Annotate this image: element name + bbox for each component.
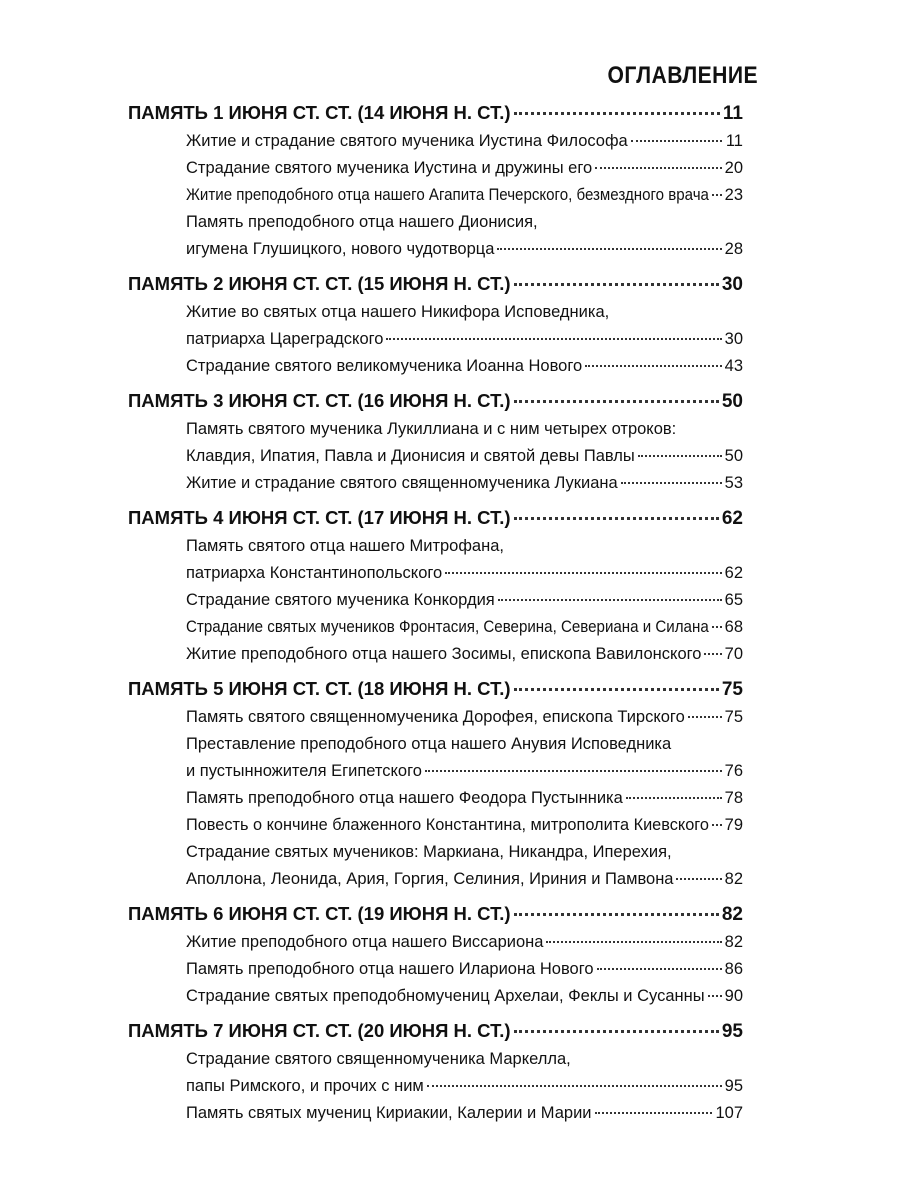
dot-leader	[498, 599, 722, 601]
toc-section	[128, 668, 743, 893]
entry-text: Память преподобного отца нашего Феодора Пустынника	[186, 789, 623, 807]
section-heading	[128, 497, 743, 533]
section-page-number: 62	[721, 508, 743, 529]
entry-text: Память святого мученика Лукиллиана и с ним четырех отроков:	[186, 420, 677, 438]
dot-leader	[595, 1112, 713, 1114]
dot-leader	[712, 824, 722, 826]
entry-line	[186, 182, 743, 209]
entry-text: Память святого священномученика Дорофея, епископа Тирского	[186, 708, 685, 726]
section-title: ПАМЯТЬ 7 ИЮНЯ СТ. СТ. (20 ИЮНЯ Н. СТ.)	[128, 1020, 511, 1041]
entry-page-number: 20	[724, 159, 743, 177]
entry-line	[186, 956, 743, 983]
toc-entry	[128, 533, 743, 587]
entry-page-number: 23	[724, 186, 743, 204]
entry-text: патриарха Цареградского	[186, 330, 384, 348]
dot-leader	[514, 1030, 719, 1033]
entry-line	[186, 812, 743, 839]
entry-text: Страдание святого священномученика Маркелла,	[186, 1050, 571, 1068]
entry-line	[186, 209, 743, 236]
dot-leader	[688, 716, 722, 718]
entry-page-number: 70	[724, 645, 743, 663]
section-title: ПАМЯТЬ 4 ИЮНЯ СТ. СТ. (17 ИЮНЯ Н. СТ.)	[128, 507, 511, 528]
entry-page-number: 107	[715, 1104, 743, 1122]
entry-text: папы Римского, и прочих с ним	[186, 1077, 424, 1095]
dot-leader	[621, 482, 722, 484]
section-heading	[128, 1010, 743, 1046]
dot-leader	[595, 167, 721, 169]
entry-text: Житие преподобного отца нашего Зосимы, епископа Вавилонского	[186, 645, 702, 663]
toc-entry	[128, 704, 743, 731]
toc-entry	[128, 353, 743, 380]
entry-text: Преставление преподобного отца нашего Анувия Исповедника	[186, 735, 672, 753]
toc-entry	[128, 182, 743, 209]
entry-page-number: 86	[724, 960, 743, 978]
toc-entry	[128, 128, 743, 155]
entry-line	[186, 758, 743, 785]
entry-line	[186, 299, 743, 326]
entry-text: Страдание святого великомученика Иоанна Нового	[186, 357, 583, 375]
dot-leader	[514, 913, 719, 916]
dot-leader	[514, 517, 719, 520]
dot-leader	[626, 797, 722, 799]
toc-entry	[128, 470, 743, 497]
toc-entry	[128, 839, 743, 893]
toc-entry	[128, 299, 743, 353]
dot-leader	[427, 1085, 722, 1087]
section-title: ПАМЯТЬ 5 ИЮНЯ СТ. СТ. (18 ИЮНЯ Н. СТ.)	[128, 678, 511, 699]
section-heading	[128, 893, 743, 929]
entry-line	[186, 641, 743, 668]
entry-text: Страдание святых мучеников: Маркиана, Никандра, Иперехия,	[186, 843, 672, 861]
toc-entry	[128, 155, 743, 182]
entry-page-number: 53	[724, 474, 743, 492]
entry-page-number: 90	[724, 987, 743, 1005]
toc-entry	[128, 209, 743, 263]
entry-line	[186, 128, 743, 155]
entry-line	[186, 353, 743, 380]
dot-leader	[712, 194, 722, 196]
entry-text: Страдание святого мученика Конкордия	[186, 591, 495, 609]
table-of-contents	[128, 92, 743, 1127]
toc-entry	[128, 416, 743, 470]
dot-leader	[708, 995, 722, 997]
toc-entry	[128, 641, 743, 668]
entry-line	[186, 704, 743, 731]
dot-leader	[597, 968, 722, 970]
section-title: ПАМЯТЬ 3 ИЮНЯ СТ. СТ. (16 ИЮНЯ Н. СТ.)	[128, 390, 511, 411]
dot-leader	[497, 248, 721, 250]
entry-page-number: 68	[724, 618, 743, 636]
section-heading	[128, 92, 743, 128]
section-heading	[128, 263, 743, 299]
entry-page-number: 30	[724, 330, 743, 348]
entry-line	[186, 443, 743, 470]
entry-page-number: 75	[724, 708, 743, 726]
entry-text: патриарха Константинопольского	[186, 564, 443, 582]
dot-leader	[638, 455, 722, 457]
entry-line	[186, 470, 743, 497]
entry-page-number: 50	[724, 447, 743, 465]
entry-text: Житие преподобного отца нашего Виссариона	[186, 933, 544, 951]
entry-text: Память святых мучениц Кириакии, Калерии и Марии	[186, 1104, 592, 1122]
section-page-number: 82	[721, 904, 743, 925]
entry-page-number: 43	[724, 357, 743, 375]
entry-page-number: 28	[724, 240, 743, 258]
entry-text: Память преподобного отца нашего Дионисия,	[186, 213, 538, 231]
section-title: ПАМЯТЬ 6 ИЮНЯ СТ. СТ. (19 ИЮНЯ Н. СТ.)	[128, 903, 511, 924]
toc-entry	[128, 587, 743, 614]
section-page-number: 75	[721, 679, 743, 700]
toc-entry	[128, 1046, 743, 1100]
entry-text: Аполлона, Леонида, Ария, Горгия, Селиния, Ириния и Памвона	[186, 870, 674, 888]
entry-page-number: 11	[725, 132, 743, 150]
section-heading	[128, 380, 743, 416]
entry-line	[186, 839, 743, 866]
entry-text: Житие и страдание святого мученика Иустина Философа	[186, 132, 628, 150]
entry-page-number: 78	[724, 789, 743, 807]
section-page-number: 30	[721, 274, 743, 295]
entry-text: Страдание святых преподобномучениц Архелаи, Феклы и Сусанны	[186, 987, 705, 1005]
entry-line	[186, 1046, 743, 1073]
dot-leader	[585, 365, 721, 367]
entry-line	[186, 1073, 743, 1100]
entry-line	[186, 326, 743, 353]
entry-text: Повесть о кончине блаженного Константина, митрополита Киевского	[186, 816, 709, 834]
entry-text: игумена Глушицкого, нового чудотворца	[186, 240, 495, 258]
toc-section	[128, 893, 743, 1010]
toc-entry	[128, 929, 743, 956]
dot-leader	[445, 572, 721, 574]
entry-line	[186, 236, 743, 263]
entry-text: Страдание святых мучеников Фронтасия, Северина, Севериана и Силана	[186, 618, 709, 636]
entry-line	[186, 731, 743, 758]
entry-line	[186, 533, 743, 560]
entry-text: Память святого отца нашего Митрофана,	[186, 537, 504, 555]
entry-text: Житие и страдание святого священномученика Лукиана	[186, 474, 618, 492]
entry-page-number: 82	[724, 870, 743, 888]
entry-page-number: 79	[724, 816, 743, 834]
entry-text: и пустынножителя Египетского	[186, 762, 422, 780]
entry-page-number: 62	[724, 564, 743, 582]
page-title: ОГЛАВЛЕНИЕ	[607, 62, 758, 89]
dot-leader	[631, 140, 722, 142]
dot-leader	[514, 112, 720, 115]
entry-text: Клавдия, Ипатия, Павла и Дионисия и святой девы Павлы	[186, 447, 635, 465]
section-title: ПАМЯТЬ 1 ИЮНЯ СТ. СТ. (14 ИЮНЯ Н. СТ.)	[128, 102, 511, 123]
entry-line	[186, 560, 743, 587]
entry-line	[186, 1100, 743, 1127]
section-page-number: 11	[722, 103, 743, 124]
toc-entry	[128, 956, 743, 983]
dot-leader	[514, 283, 719, 286]
toc-entry	[128, 983, 743, 1010]
entry-text: Память преподобного отца нашего Илариона Нового	[186, 960, 594, 978]
entry-line	[186, 983, 743, 1010]
entry-text: Житие преподобного отца нашего Агапита Печерского, безмездного врача	[186, 186, 709, 204]
entry-line	[186, 785, 743, 812]
dot-leader	[712, 626, 722, 628]
entry-line	[186, 929, 743, 956]
dot-leader	[514, 400, 719, 403]
section-title: ПАМЯТЬ 2 ИЮНЯ СТ. СТ. (15 ИЮНЯ Н. СТ.)	[128, 273, 511, 294]
dot-leader	[386, 338, 721, 340]
toc-section	[128, 92, 743, 263]
toc-entry	[128, 812, 743, 839]
entry-page-number: 82	[724, 933, 743, 951]
toc-section	[128, 263, 743, 380]
entry-line	[186, 587, 743, 614]
toc-section	[128, 1010, 743, 1127]
entry-page-number: 65	[724, 591, 743, 609]
toc-entry	[128, 785, 743, 812]
entry-text: Житие во святых отца нашего Никифора Исповедника,	[186, 303, 610, 321]
dot-leader	[704, 653, 721, 655]
toc-entry	[128, 614, 743, 641]
toc-section	[128, 497, 743, 668]
section-page-number: 95	[721, 1021, 743, 1042]
dot-leader	[676, 878, 721, 880]
toc-entry	[128, 1100, 743, 1127]
dot-leader	[546, 941, 721, 943]
dot-leader	[514, 688, 719, 691]
entry-line	[186, 416, 743, 443]
dot-leader	[425, 770, 722, 772]
entry-page-number: 76	[724, 762, 743, 780]
section-page-number: 50	[721, 391, 743, 412]
entry-line	[186, 866, 743, 893]
entry-line	[186, 614, 743, 641]
entry-page-number: 95	[724, 1077, 743, 1095]
entry-text: Страдание святого мученика Иустина и дружины его	[186, 159, 593, 177]
toc-section	[128, 380, 743, 497]
entry-line	[186, 155, 743, 182]
toc-entry	[128, 731, 743, 785]
section-heading	[128, 668, 743, 704]
